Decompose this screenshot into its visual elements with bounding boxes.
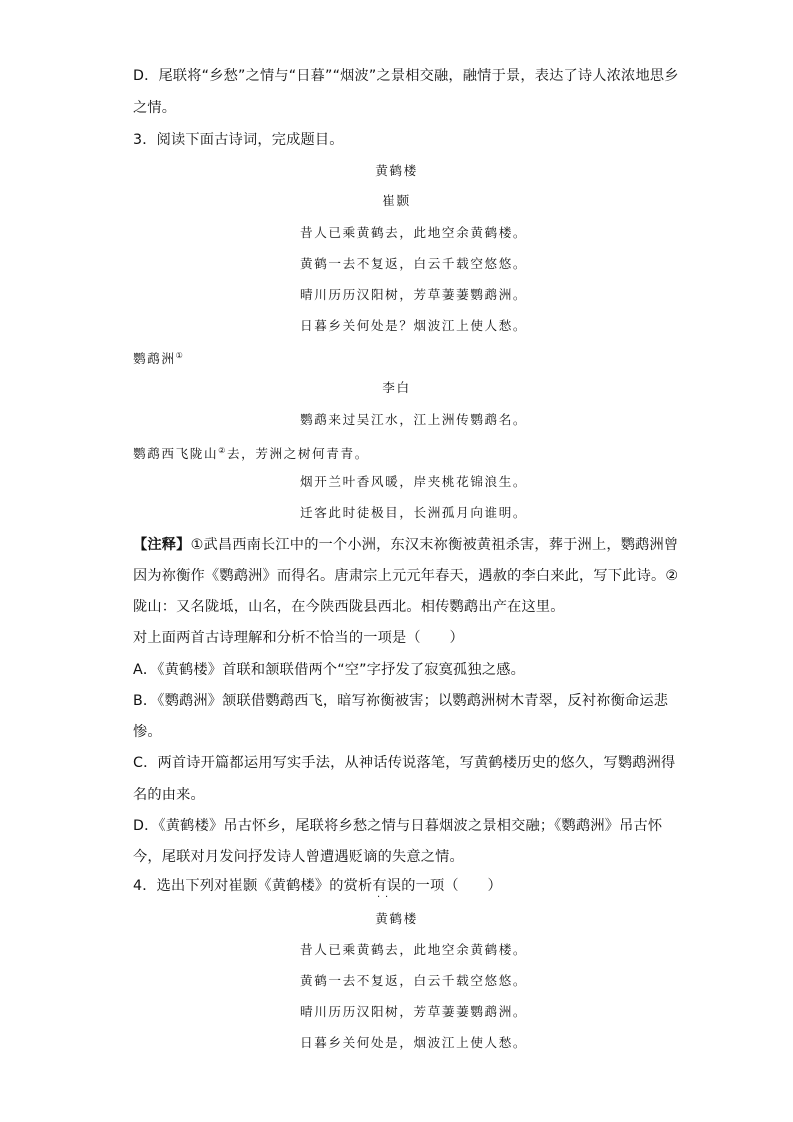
q3-option-c-line2: 名的由来。 [133, 787, 205, 803]
poem1-line-1: 昔人已乘黄鹤去，此地空余黄鹤楼。 [300, 225, 528, 240]
q4-stem: 4．选出下列对崔颢《黄鹤楼》的赏析有误的一项（ ） [133, 878, 502, 894]
emphasis-dot: · [385, 892, 389, 903]
poem2-title-note: ① [175, 351, 185, 360]
poem2-title-text: 鹦鹉洲 [133, 351, 176, 367]
notes-line-1 [133, 535, 678, 555]
poem2-author: 李白 [382, 380, 411, 395]
poem1-line-4: 日暮乡关何处是？烟波江上使人愁。 [300, 318, 528, 333]
q3-option-a: A．《黄鹤楼》首联和颔联借两个“空”字抒发了寂寞孤独之感。 [133, 662, 525, 678]
q3-option-b-line2: 惨。 [133, 724, 162, 740]
poem2-line-3: 烟开兰叶香风暖，岸夹桃花锦浪生。 [300, 474, 528, 489]
q4-poem-line-3: 晴川历历汉阳树，芳草萋萋鹦鹉洲。 [300, 1004, 528, 1019]
poem2-title [133, 346, 184, 369]
q2-option-d-line2: 之情。 [133, 100, 177, 116]
notes-label: 【注释】 [133, 537, 191, 553]
poem1-line-3: 晴川历历汉阳树，芳草萋萋鹦鹉洲。 [300, 287, 528, 302]
poem2-line-1: 鹦鹉来过吴江水，江上洲传鹦鹉名。 [300, 412, 528, 427]
q3-option-d-line2: 今，尾联对月发问抒发诗人曾遭遇贬谪的失意之情。 [133, 849, 464, 865]
q4-poem-title: 黄鹤楼 [375, 911, 418, 926]
q3-question: 对上面两首古诗理解和分析不恰当的一项是（ ） [133, 630, 464, 646]
notes-line-2: 因为祢衡作《鹦鹉洲》而得名。唐肃宗上元元年春天，遇赦的李白来此，写下此诗。② [133, 568, 679, 584]
poem2-line-2 [133, 441, 369, 464]
poem1-line-2: 黄鹤一去不复返，白云千载空悠悠。 [300, 256, 528, 271]
q3-option-c-line1: C．两首诗开篇都运用写实手法，从神话传说落笔，写黄鹤楼历史的悠久，写鹦鹉洲得 [133, 755, 676, 771]
notes-line-3: 陇山：又名陇坻，山名，在今陕西陇县西北。相传鹦鹉出产在这里。 [133, 599, 565, 615]
notes-text-1: ①武昌西南长江中的一个小洲，东汉末祢衡被黄祖杀害，葬于洲上，鹦鹉洲曾 [190, 537, 679, 553]
q4-poem-line-1: 昔人已乘黄鹤去，此地空余黄鹤楼。 [300, 942, 528, 957]
poem1-title: 黄鹤楼 [375, 163, 418, 178]
q4-poem-line-4: 日暮乡关何处是，烟波江上使人愁。 [300, 1035, 528, 1050]
q3-option-b-line1: B．《鹦鹉洲》颔联借鹦鹉西飞，暗写祢衡被害；以鹦鹉洲树木青翠，反衬祢衡命运悲 [133, 693, 669, 709]
q2-option-d-line1: D．尾联将“乡愁”之情与“日暮”“烟波”之景相交融，融情于景，表达了诗人浓浓地思乡 [133, 68, 679, 84]
poem2-line-2-start: 鹦鹉西飞陇山 [133, 446, 219, 462]
q3-option-d-line1: D．《黄鹤楼》吊古怀乡，尾联将乡愁之情与日暮烟波之景相交融；《鹦鹉洲》吊古怀 [133, 818, 663, 834]
poem1-author: 崔颢 [382, 193, 411, 208]
q3-stem: 3．阅读下面古诗词，完成题目。 [133, 132, 344, 148]
poem2-line-4: 迁客此时徒极目，长洲孤月向谁明。 [300, 505, 528, 520]
emphasis-dot: · [377, 892, 381, 903]
poem2-line-2-rest: 去，芳洲之树何青青。 [226, 446, 369, 462]
poem2-line-2-note: ② [218, 446, 227, 455]
q4-poem-line-2: 黄鹤一去不复返，白云千载空悠悠。 [300, 973, 528, 988]
